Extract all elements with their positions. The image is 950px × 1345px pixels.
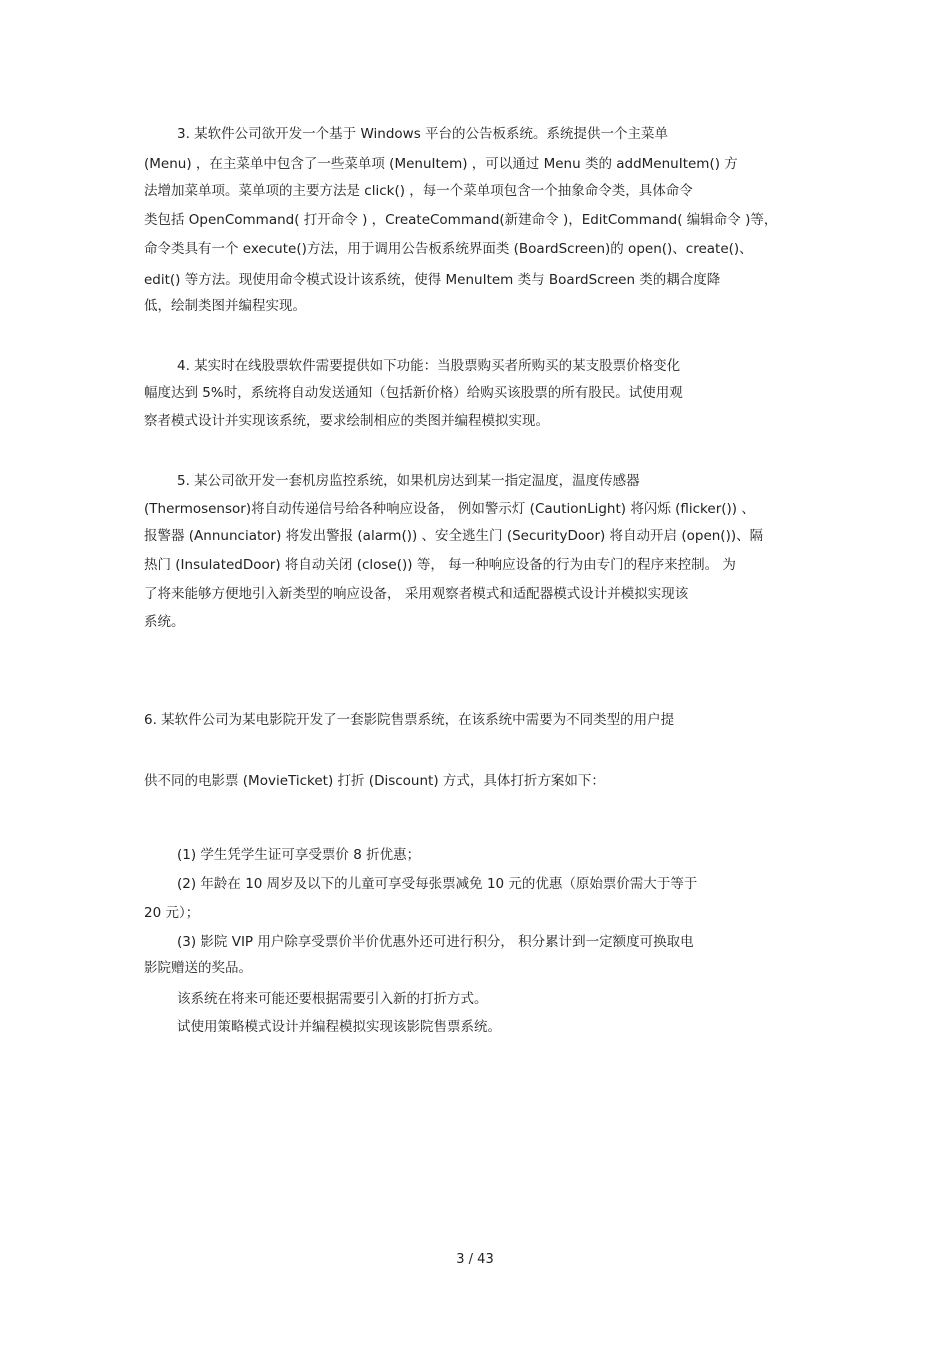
page-number: 3 / 43 (456, 1252, 494, 1267)
q6-intro-line-2: 供不同的电影票 (MovieTicket) 打折 (Discount) 方式，具体打折方案如下： (144, 773, 605, 789)
q3-line-6: edit() 等方法。现使用命令模式设计该系统，使得 MenuItem 类与 BoardScreen 类的耦合度降 (144, 272, 721, 288)
q5-line-6: 系统。 (144, 614, 185, 630)
q4-line-2: 幅度达到 5%时，系统将自动发送通知（包括新价格）给购买该股票的所有股民。试使用观 (144, 385, 683, 401)
q3-line-2: (Menu) ，在主菜单中包含了一些菜单项 (MenuItem) ，可以通过 Menu 类的 addMenuItem() 方 (144, 156, 738, 172)
q3-line-7: 低，绘制类图并编程实现。 (144, 298, 306, 314)
q5-line-5: 了将来能够方便地引入新类型的响应设备， 采用观察者模式和适配器模式设计并模拟实现该 (144, 586, 689, 602)
q3-line-5: 命令类具有一个 execute()方法，用于调用公告板系统界面类 (BoardScreen)的 open()、create()、 (144, 241, 753, 257)
q6-item-3-line-1: (3) 影院 VIP 用户除享受票价半价优惠外还可进行积分， 积分累计到一定额度可换取电 (177, 934, 694, 950)
q6-item-2-line-1: (2) 年龄在 10 周岁及以下的儿童可享受每张票减免 10 元的优惠（原始票价需大于等于 (177, 876, 698, 892)
q6-item-2-line-2: 20 元）； (144, 905, 200, 921)
q3-line-3: 法增加菜单项。菜单项的主要方法是 click() ，每一个菜单项包含一个抽象命令类，具体命令 (144, 183, 693, 199)
q5-line-3: 报警器 (Annunciator) 将发出警报 (alarm()) 、安全逃生门 (SecurityDoor) 将自动开启 (open())、隔 (144, 528, 764, 544)
q6-item-1: (1) 学生凭学生证可享受票价 8 折优惠； (177, 847, 421, 863)
q5-line-4: 热门 (InsulatedDoor) 将自动关闭 (close()) 等， 每一种响应设备的行为由专门的程序来控制。 为 (144, 557, 736, 573)
q3-line-4: 类包括 OpenCommand( 打开命令 ) ，CreateCommand(新建命令 )，EditCommand( 编辑命令 )等， (144, 212, 778, 228)
q6-item-3-line-2: 影院赠送的奖品。 (144, 960, 252, 976)
q3-line-1: 3. 某软件公司欲开发一个基于 Windows 平台的公告板系统。系统提供一个主菜单 (177, 126, 669, 142)
q6-intro-line-1: 6. 某软件公司为某电影院开发了一套影院售票系统，在该系统中需要为不同类型的用户提 (144, 712, 675, 728)
q6-closing-2: 试使用策略模式设计并编程模拟实现该影院售票系统。 (177, 1019, 501, 1035)
q5-line-2: (Thermosensor)将自动传递信号给各种响应设备， 例如警示灯 (CautionLight) 将闪烁 (flicker()) 、 (144, 501, 755, 517)
q6-closing-1: 该系统在将来可能还要根据需要引入新的打折方式。 (177, 991, 488, 1007)
q4-line-1: 4. 某实时在线股票软件需要提供如下功能：当股票购买者所购买的某支股票价格变化 (177, 358, 681, 374)
q5-line-1: 5. 某公司欲开发一套机房监控系统，如果机房达到某一指定温度，温度传感器 (177, 473, 640, 489)
q4-line-3: 察者模式设计并实现该系统，要求绘制相应的类图并编程模拟实现。 (144, 413, 549, 429)
